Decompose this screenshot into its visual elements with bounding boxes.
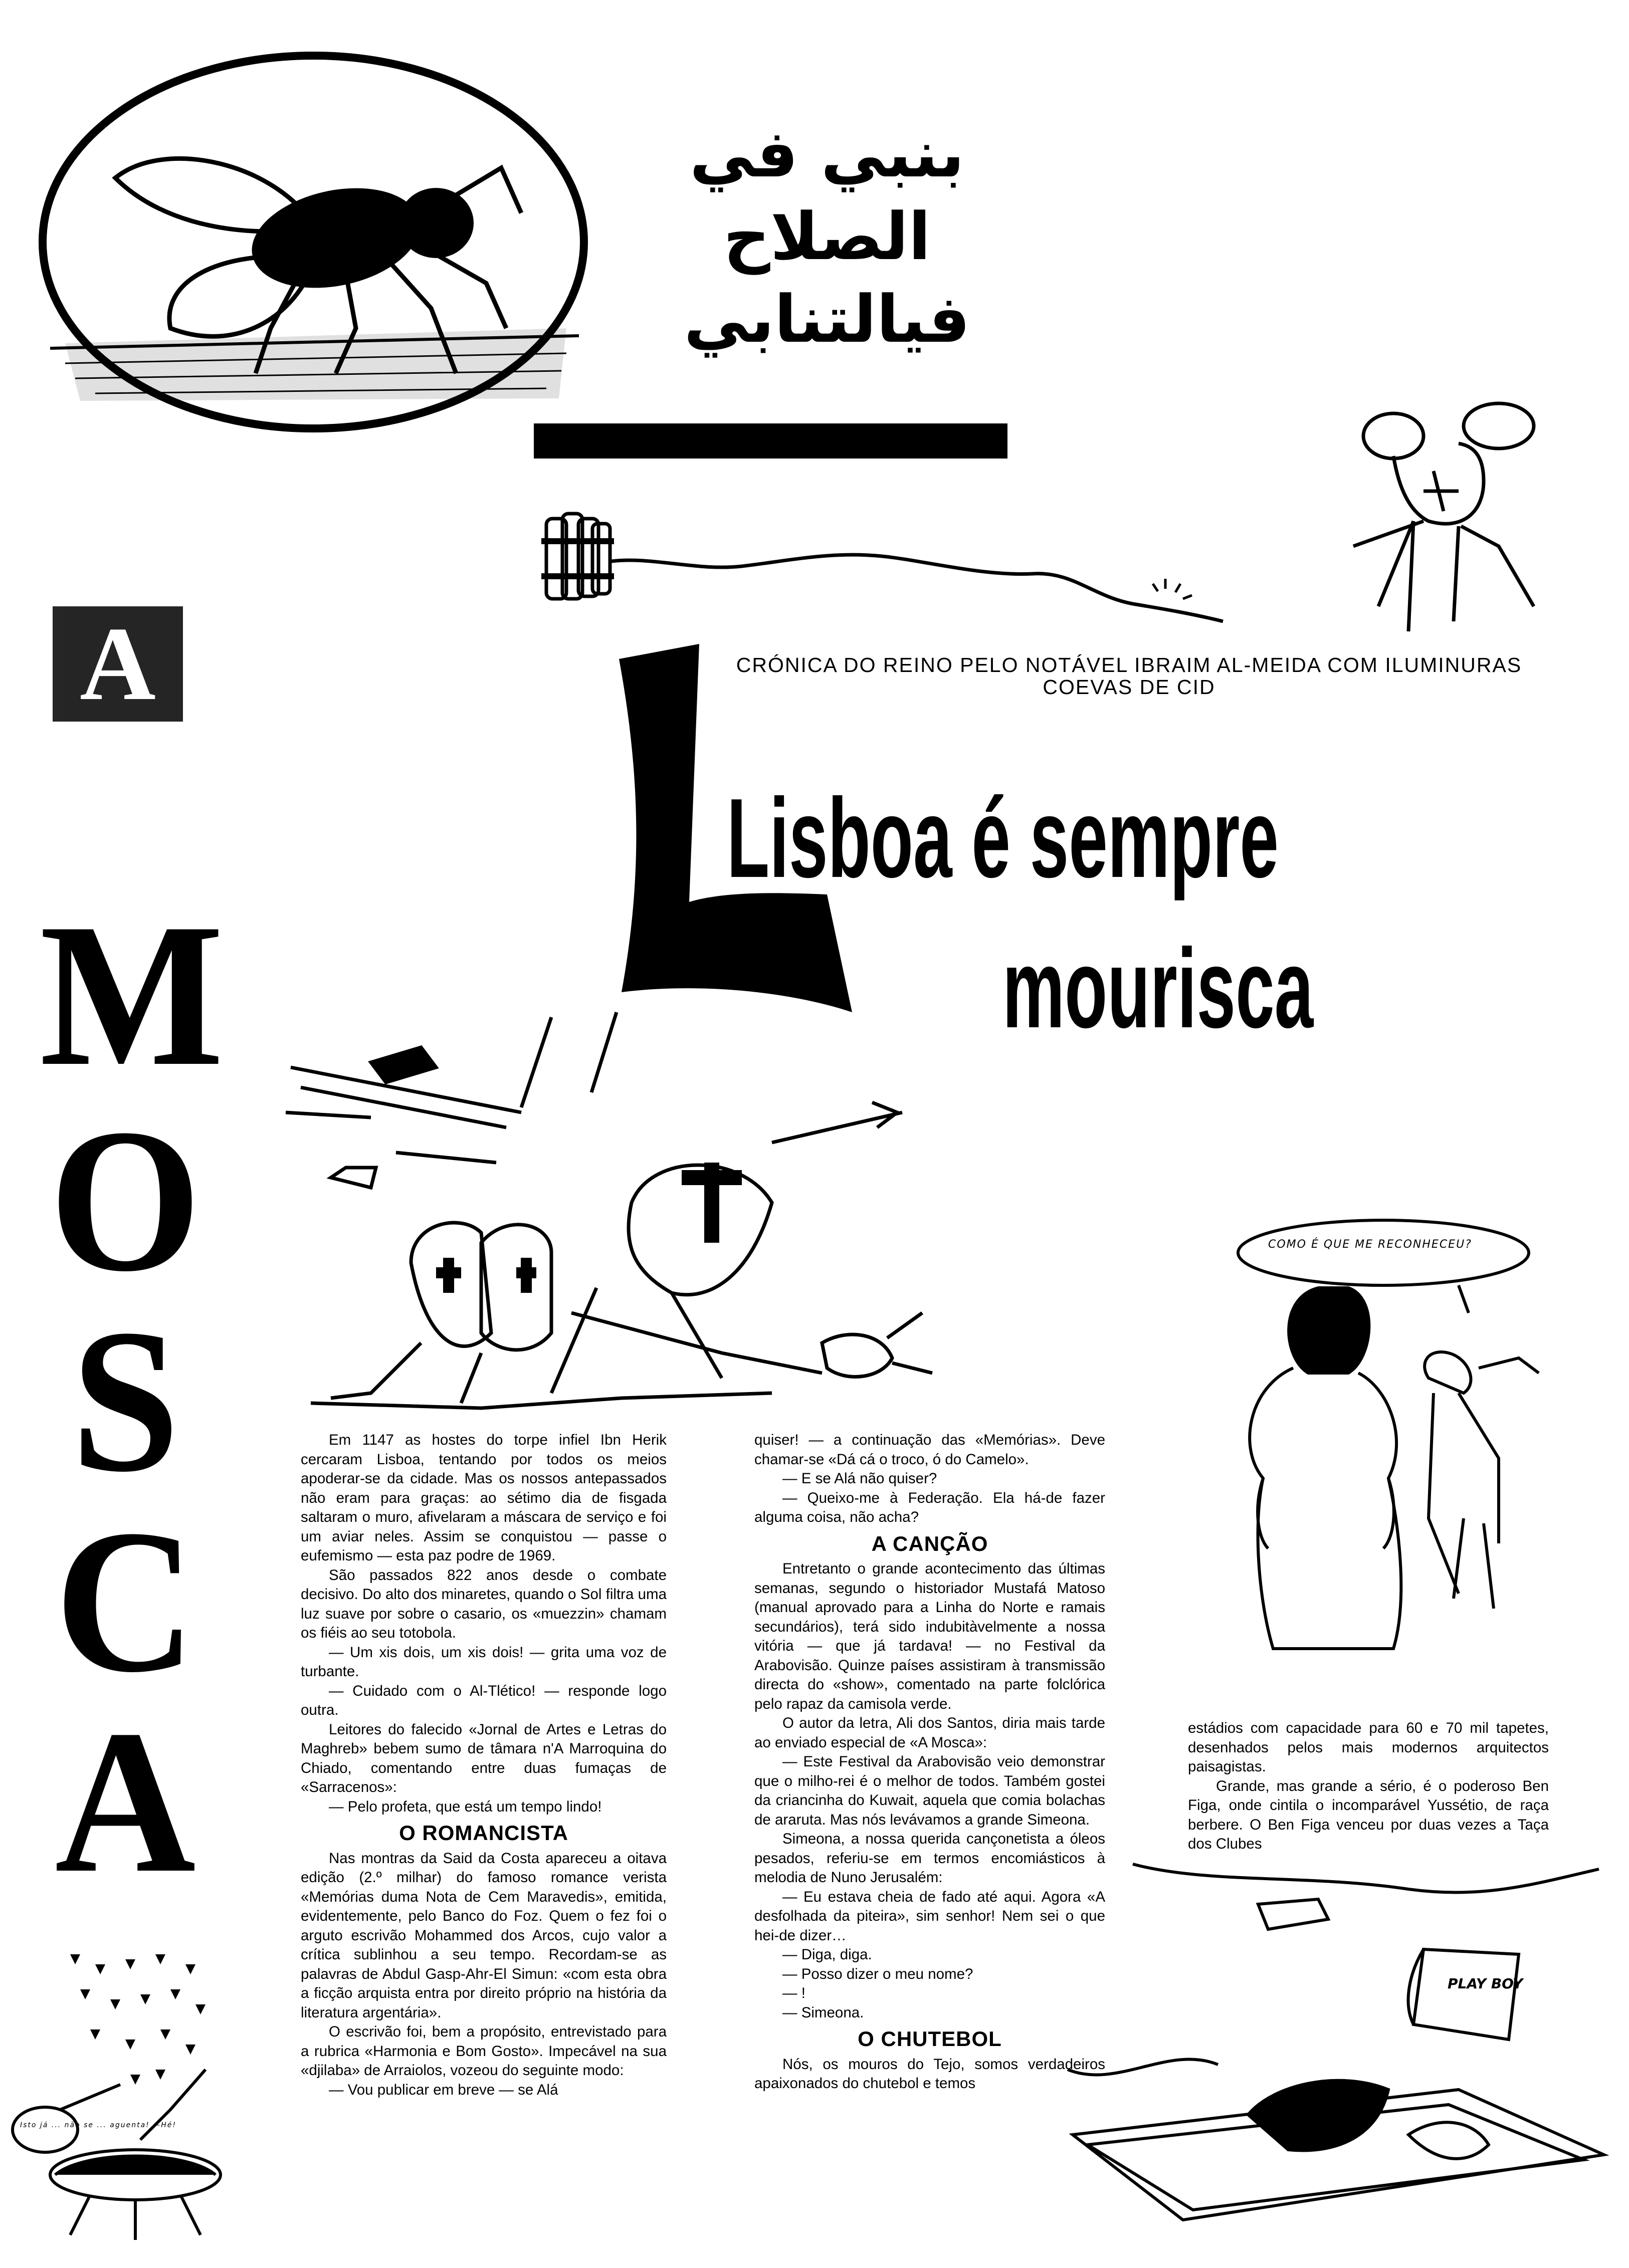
col3-paragraph: estádios com capacidade para 60 e 70 mil tapetes, desenhados pelos mais modernos arquitectos paisagistas. bbox=[1188, 1720, 1549, 1775]
arabic-line-2: فيالتنابي bbox=[684, 281, 970, 357]
col2-paragraph: O autor da letra, Ali dos Santos, diria mais tarde ao enviado especial de «A Mosca»: bbox=[754, 1715, 1105, 1751]
playboy-cover-text: PLAY BOY bbox=[1448, 1975, 1523, 1992]
black-bar bbox=[534, 423, 1007, 459]
col2-paragraph: — Simeona. bbox=[782, 2004, 864, 2021]
masthead-letter-m: M bbox=[40, 881, 224, 1108]
article-column-3 bbox=[1188, 1719, 1549, 1854]
article-column-1 bbox=[301, 1431, 667, 2100]
masthead-letter-c: C bbox=[55, 1487, 196, 1715]
col1-paragraph: Leitores do falecido «Jornal de Artes e Letras do Maghreb» bebem sumo de tâmara n'A Marroquina do Chiado, comentando entre duas fumaças de «Sarracenos»: bbox=[301, 1721, 667, 1795]
col2-paragraph: — Diga, diga. bbox=[782, 1946, 872, 1963]
crusader-illustration bbox=[1333, 396, 1559, 646]
col1-paragraph: — Pelo profeta, que está um tempo lindo! bbox=[329, 1798, 602, 1815]
small-bubble-text: Isto já ... não se ... aguenta! —Hé! bbox=[20, 2121, 176, 2129]
col2-paragraph: — ! bbox=[782, 1985, 805, 2001]
woman-cartoon bbox=[1218, 1198, 1579, 1659]
heading-cancao: A CANÇÃO bbox=[871, 1531, 988, 1555]
masthead-letter-a: A bbox=[55, 1688, 196, 1915]
heading-chutebol: O CHUTEBOL bbox=[858, 2027, 1002, 2051]
col1-paragraph: Em 1147 as hostes do torpe infiel Ibn Herik cercaram Lisboa, tentando por todos os meios apoderar-se da cidade. Mas os nossos antepassados não eram para graças: ao sétimo dia de fisgada saltaram o muro, afivelaram a máscara de serviço e foi um aviar neles. Assim se conquistou — passe o eufemismo — esta paz podre de 1969. bbox=[301, 1432, 667, 1564]
fly-illustration bbox=[35, 48, 591, 436]
col2-paragraph: — E se Alá não quiser? bbox=[782, 1470, 937, 1487]
col2-paragraph: — Queixo-me à Federação. Ela há-de fazer alguma coisa, não acha? bbox=[754, 1489, 1105, 1525]
woman-bubble-text: COMO É QUE ME RECONHECEU? bbox=[1268, 1238, 1472, 1251]
playboy-carpet-cartoon bbox=[1058, 1854, 1619, 2245]
col1-paragraph: — Vou publicar em breve — se Alá bbox=[329, 2081, 558, 2098]
headline-line-1: Lisboa é sempre bbox=[727, 775, 1279, 901]
chronicle-subtitle: CRÓNICA DO REINO PELO NOTÁVEL IBRAIM AL-MEIDA COM ILUMINURAS COEVAS DE CID bbox=[736, 653, 1522, 699]
umbrella-cartoon bbox=[10, 2080, 246, 2245]
col2-paragraph: — Posso dizer o meu nome? bbox=[782, 1965, 973, 1982]
prefix-letter: A bbox=[53, 606, 183, 722]
col1-paragraph: Nas montras da Said da Costa apareceu a oitava edição (2.º milhar) do famoso romance verista «Memórias duma Nota de Cem Maravedis», emitida, evidentemente, pelo Banco do Foz. Quem o fez foi o arguto escrivão Mohammed dos Arcos, cujo valor a crítica sublinhou a seu tempo. Recordam-se as palavras de Abdul Gasp-Ahr-El Simun: «com esta obra a ficção arquista entra por direito próprio na história da literatura argentária». bbox=[301, 1850, 667, 2021]
headline-line-2: mourisca bbox=[1002, 925, 1314, 1051]
col2-paragraph: quiser! — a continuação das «Memórias». Deve chamar-se «Dá cá o troco, ó do Camelo». bbox=[754, 1432, 1105, 1468]
col1-paragraph: — Cuidado com o Al-Tlético! — responde logo outra. bbox=[301, 1682, 667, 1718]
col1-paragraph: O escrivão foi, bem a propósito, entrevistado para a rubrica «Harmonia e Bom Gosto». Impecável na sua «djilaba» de Arraiolos, vozeou do seguinte modo: bbox=[301, 2023, 667, 2079]
dynamite-illustration bbox=[531, 501, 1233, 641]
col2-paragraph: Simeona, a nossa querida cançonetista a óleos pesados, referiu-se em termos encomiásticos à melodia de Nuno Jerusalém: bbox=[754, 1831, 1105, 1886]
col3-paragraph: Grande, mas grande a sério, é o poderoso Ben Figa, onde cintila o incomparável Yussétio, de raça berbere. O Ben Figa venceu por duas vezes a Taça dos Clubes bbox=[1188, 1777, 1549, 1852]
col1-paragraph: — Um xis dois, um xis dois! — grita uma voz de turbante. bbox=[301, 1644, 667, 1680]
col1-paragraph: São passados 822 anos desde o combate decisivo. Do alto dos minaretes, quando o Sol filtra uma luz suave por sobre o casario, os «muezzin» chamam os fiéis ao seu totobola. bbox=[301, 1566, 667, 1641]
battle-cartoon bbox=[271, 1012, 1033, 1413]
masthead-letter-s: S bbox=[71, 1287, 180, 1514]
col2-paragraph: Entretanto o grande acontecimento das últimas semanas, segundo o historiador Mustafá Matoso (manual aprovado para a Linha do Norte e ramais secundários), terá sido indubitàvelmente a nossa vitória — que já tardava! — no Festival da Arabovisão. Quinze países assistiram à transmissão directa do «show», comentado na parte folclórica pelo rapaz da camisola verde. bbox=[754, 1560, 1105, 1712]
article-column-2 bbox=[754, 1431, 1105, 2094]
col2-paragraph: — Eu estava cheia de fado até aqui. Agora «A desfolhada da piteira», sim senhor! Nem sei o que hei-de dizer… bbox=[754, 1888, 1105, 1944]
heading-romancista: O ROMANCISTA bbox=[399, 1821, 568, 1845]
arabic-line-1: بنبي في الصلاح bbox=[689, 116, 965, 275]
col2-paragraph: Nós, os mouros do Tejo, somos verdadeiros apaixonados do chutebol e temos bbox=[754, 2056, 1105, 2092]
col2-paragraph: — Este Festival da Arabovisão veio demonstrar que o milho-rei é o melhor de todos. Também gostei da criancinha do Kuwait, aquela que comia bolachas de araruta. Mas nós levávamos a grande Simeona. bbox=[754, 1753, 1105, 1828]
arabic-title bbox=[662, 113, 992, 361]
masthead-letter-o: O bbox=[49, 1086, 201, 1314]
